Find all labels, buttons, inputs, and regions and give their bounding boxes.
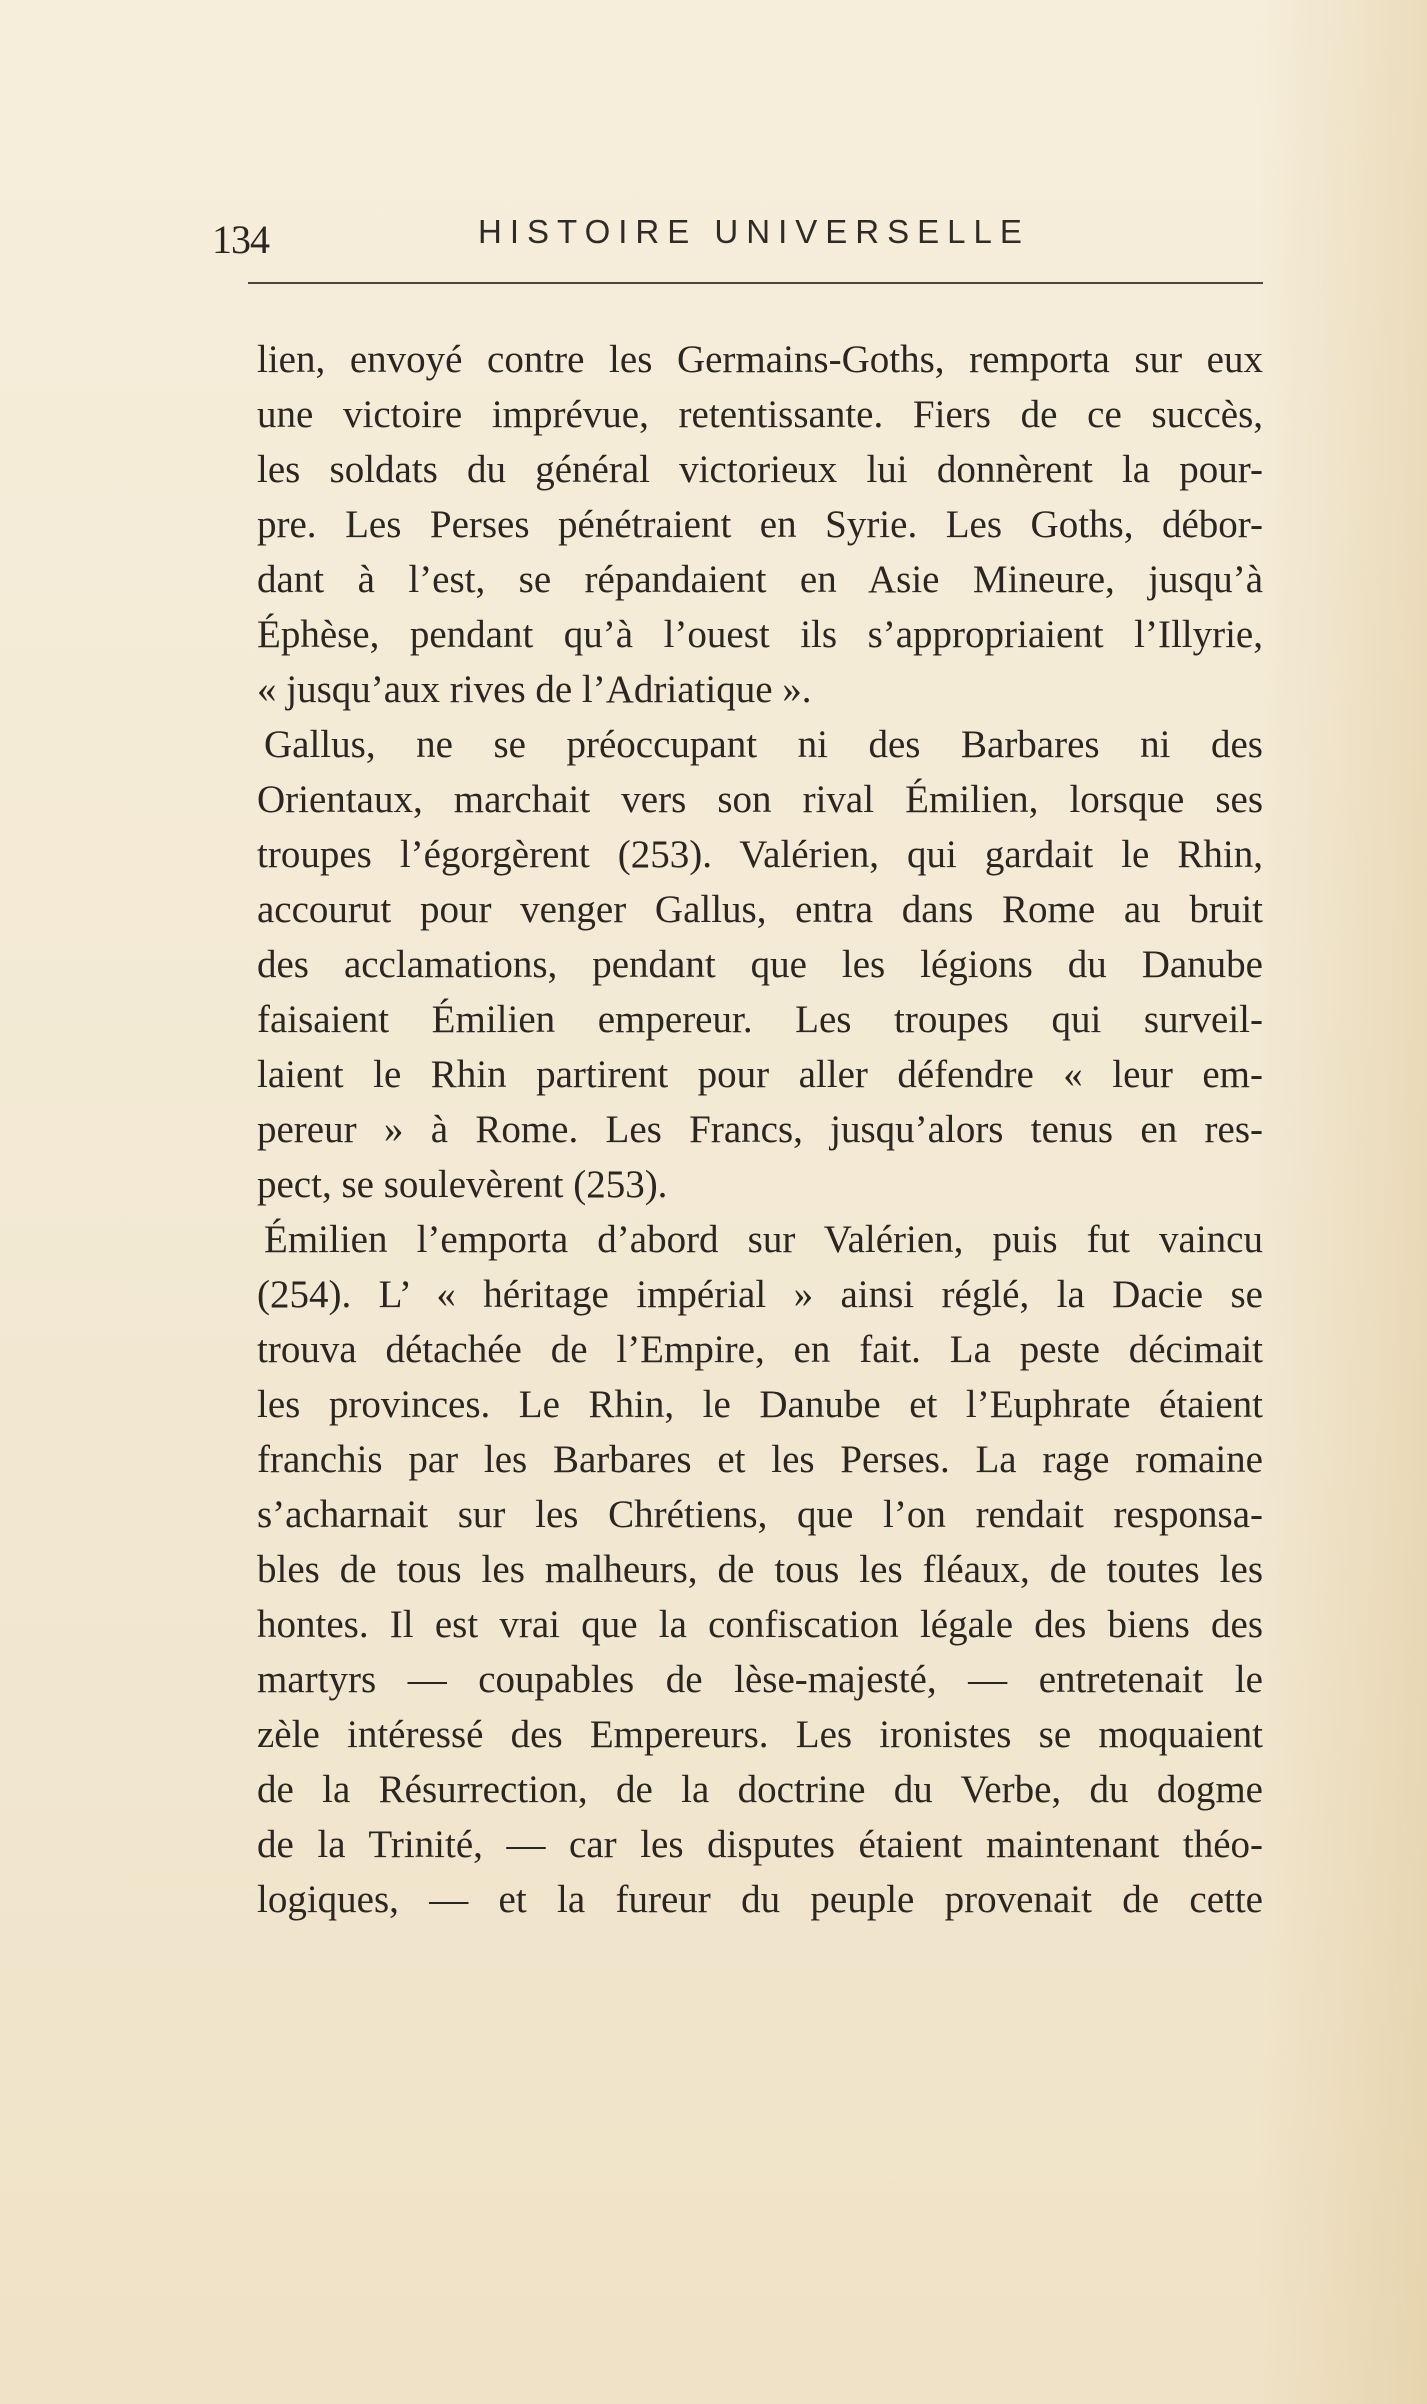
text-line: zèle intéressé des Empereurs. Les ironistes se moquaient — [257, 1713, 1263, 1756]
text-line: lien, envoyé contre les Germains-Goths, remporta sur eux — [257, 338, 1263, 381]
text-line: martyrs — coupables de lèse-majesté, — entretenait le — [257, 1658, 1263, 1701]
text-line: pre. Les Perses pénétraient en Syrie. Les Goths, débor- — [257, 503, 1263, 546]
text-line: Orientaux, marchait vers son rival Émilien, lorsque ses — [257, 778, 1263, 821]
text-line: troupes l’égorgèrent (253). Valérien, qui gardait le Rhin, — [257, 833, 1263, 876]
text-line: bles de tous les malheurs, de tous les fléaux, de toutes les — [257, 1548, 1263, 1591]
body-text — [257, 332, 1263, 1927]
text-line: « jusqu’aux rives de l’Adriatique ». — [257, 668, 812, 711]
page-number: 134 — [212, 217, 269, 262]
text-line: franchis par les Barbares et les Perses. La rage romaine — [257, 1438, 1263, 1481]
text-line: Émilien l’emporta d’abord sur Valérien, puis fut vaincu — [264, 1218, 1263, 1261]
text-line: trouva détachée de l’Empire, en fait. La peste décimait — [257, 1328, 1263, 1371]
text-line: hontes. Il est vrai que la confiscation légale des biens des — [257, 1603, 1263, 1646]
text-line: les soldats du général victorieux lui donnèrent la pour- — [257, 448, 1263, 491]
text-line: logiques, — et la fureur du peuple provenait de cette — [257, 1878, 1263, 1921]
running-title: HISTOIRE UNIVERSELLE — [478, 213, 1030, 250]
text-line: faisaient Émilien empereur. Les troupes qui surveil- — [257, 998, 1263, 1041]
text-line: Gallus, ne se préoccupant ni des Barbares ni des — [264, 723, 1263, 766]
text-line: pect, se soulevèrent (253). — [257, 1163, 668, 1206]
text-line: de la Résurrection, de la doctrine du Verbe, du dogme — [257, 1768, 1263, 1811]
text-line: dant à l’est, se répandaient en Asie Mineure, jusqu’à — [257, 558, 1263, 601]
text-line: Éphèse, pendant qu’à l’ouest ils s’appropriaient l’Illyrie, — [257, 613, 1263, 656]
text-line: une victoire imprévue, retentissante. Fiers de ce succès, — [257, 393, 1263, 436]
text-line: des acclamations, pendant que les légions du Danube — [257, 943, 1263, 986]
text-line: (254). L’ « héritage impérial » ainsi réglé, la Dacie se — [257, 1273, 1263, 1316]
text-line: s’acharnait sur les Chrétiens, que l’on rendait responsa- — [257, 1493, 1263, 1536]
text-line: les provinces. Le Rhin, le Danube et l’Euphrate étaient — [257, 1383, 1263, 1426]
header-rule — [248, 282, 1263, 284]
text-line: de la Trinité, — car les disputes étaient maintenant théo- — [257, 1823, 1263, 1866]
text-line: pereur » à Rome. Les Francs, jusqu’alors tenus en res- — [257, 1108, 1263, 1151]
text-line: laient le Rhin partirent pour aller défendre « leur em- — [257, 1053, 1263, 1096]
text-line: accourut pour venger Gallus, entra dans Rome au bruit — [257, 888, 1263, 931]
